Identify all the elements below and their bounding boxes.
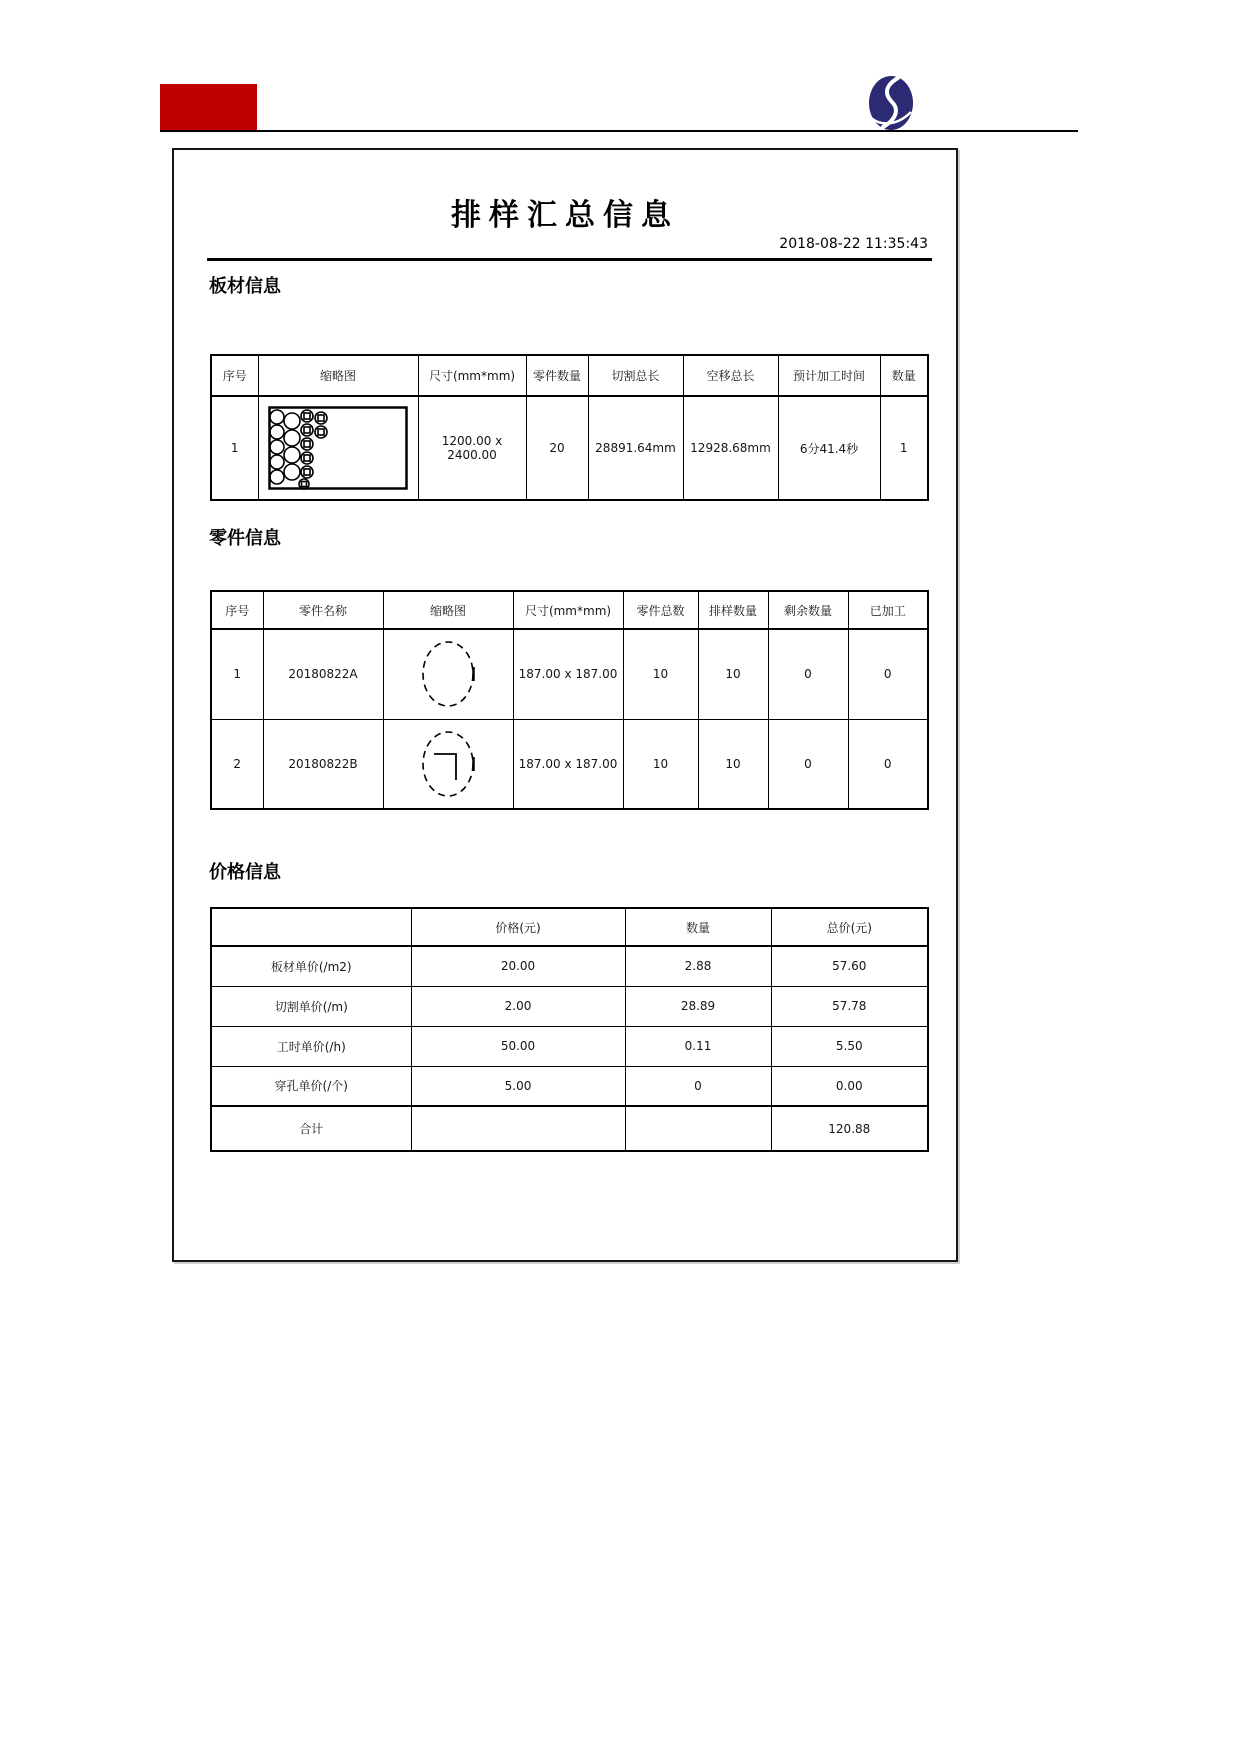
price-unit-cell — [411, 1106, 625, 1151]
plate-index-cell: 1 — [211, 396, 258, 500]
col-header-size: 尺寸(mm*mm) — [418, 355, 526, 396]
dashed-circle-part-thumbnail — [412, 636, 484, 712]
part-total-cell: 10 — [623, 629, 698, 719]
price-label-cell: 工时单价(/h) — [211, 1026, 411, 1066]
price-total-cell: 57.78 — [771, 986, 928, 1026]
price-total-cell: 57.60 — [771, 946, 928, 986]
page-title: 排样汇总信息 — [451, 198, 679, 233]
header-divider-line — [160, 130, 1078, 132]
plate-table-header-row — [211, 355, 928, 396]
part-total-cell: 10 — [623, 719, 698, 809]
report-timestamp: 2018-08-22 11:35:43 — [779, 236, 928, 252]
col-header-remaining-qty: 剩余数量 — [768, 591, 848, 629]
col-header-quantity: 数量 — [625, 908, 771, 946]
plate-part-count-cell: 20 — [526, 396, 588, 500]
nested-plate-thumbnail — [268, 406, 408, 490]
col-header-thumbnail: 缩略图 — [383, 591, 513, 629]
part-remaining-cell: 0 — [768, 629, 848, 719]
part-table-row — [211, 629, 928, 719]
price-total-cell: 5.50 — [771, 1026, 928, 1066]
col-header-part-count: 零件数量 — [526, 355, 588, 396]
price-table-header-row — [211, 908, 928, 946]
plate-cut-length-cell: 28891.64mm — [588, 396, 683, 500]
price-qty-cell: 0.11 — [625, 1026, 771, 1066]
plate-est-time-cell: 6分41.4秒 — [778, 396, 880, 500]
price-total-cell: 120.88 — [771, 1106, 928, 1151]
part-index-cell: 2 — [211, 719, 263, 809]
part-size-cell: 187.00 x 187.00 — [513, 719, 623, 809]
plate-travel-length-cell: 12928.68mm — [683, 396, 778, 500]
part-size-cell: 187.00 x 187.00 — [513, 629, 623, 719]
report-page — [172, 148, 958, 1262]
col-header-part-name: 零件名称 — [263, 591, 383, 629]
price-label-cell: 合计 — [211, 1106, 411, 1151]
col-header-nested-qty: 排样数量 — [698, 591, 768, 629]
col-header-travel-length: 空移总长 — [683, 355, 778, 396]
col-header-blank — [211, 908, 411, 946]
price-label-cell: 穿孔单价(/个) — [211, 1066, 411, 1106]
price-table-row — [211, 986, 928, 1026]
brand-red-block — [160, 84, 257, 130]
price-qty-cell: 28.89 — [625, 986, 771, 1026]
plate-size-cell: 1200.00 x 2400.00 — [418, 396, 526, 500]
plate-thumbnail-cell — [258, 396, 418, 500]
part-name-cell: 20180822B — [263, 719, 383, 809]
price-label-cell: 切割单价(/m) — [211, 986, 411, 1026]
parts-section-heading: 零件信息 — [209, 528, 281, 549]
col-header-processed: 已加工 — [848, 591, 928, 629]
col-header-est-time: 预计加工时间 — [778, 355, 880, 396]
price-qty-cell — [625, 1106, 771, 1151]
price-unit-cell: 50.00 — [411, 1026, 625, 1066]
part-nested-cell: 10 — [698, 719, 768, 809]
col-header-total-price: 总价(元) — [771, 908, 928, 946]
price-unit-cell: 20.00 — [411, 946, 625, 986]
col-header-size: 尺寸(mm*mm) — [513, 591, 623, 629]
price-qty-cell: 0 — [625, 1066, 771, 1106]
col-header-qty: 数量 — [880, 355, 928, 396]
title-divider-line — [207, 258, 932, 261]
price-table-row — [211, 1026, 928, 1066]
price-total-cell: 0.00 — [771, 1066, 928, 1106]
part-name-cell: 20180822A — [263, 629, 383, 719]
price-qty-cell: 2.88 — [625, 946, 771, 986]
price-unit-cell: 2.00 — [411, 986, 625, 1026]
price-section-heading: 价格信息 — [209, 862, 281, 883]
part-table-row — [211, 719, 928, 809]
plate-info-table — [210, 354, 929, 501]
brand-swoosh-logo-icon — [867, 74, 915, 132]
part-thumbnail-cell — [383, 719, 513, 809]
col-header-index: 序号 — [211, 355, 258, 396]
part-thumbnail-cell — [383, 629, 513, 719]
col-header-thumbnail: 缩略图 — [258, 355, 418, 396]
plate-section-heading: 板材信息 — [209, 276, 281, 297]
price-table-row — [211, 946, 928, 986]
price-table-row — [211, 1066, 928, 1106]
col-header-cut-length: 切割总长 — [588, 355, 683, 396]
part-processed-cell: 0 — [848, 719, 928, 809]
col-header-index: 序号 — [211, 591, 263, 629]
parts-table-header-row — [211, 591, 928, 629]
price-label-cell: 板材单价(/m2) — [211, 946, 411, 986]
plate-qty-cell: 1 — [880, 396, 928, 500]
col-header-part-total: 零件总数 — [623, 591, 698, 629]
plate-table-row — [211, 396, 928, 500]
price-unit-cell: 5.00 — [411, 1066, 625, 1106]
part-nested-cell: 10 — [698, 629, 768, 719]
part-remaining-cell: 0 — [768, 719, 848, 809]
col-header-unit-price: 价格(元) — [411, 908, 625, 946]
dashed-circle-with-corner-part-thumbnail — [412, 726, 484, 802]
part-info-table — [210, 590, 929, 810]
price-info-table — [210, 907, 929, 1152]
price-total-row — [211, 1106, 928, 1151]
part-index-cell: 1 — [211, 629, 263, 719]
part-processed-cell: 0 — [848, 629, 928, 719]
